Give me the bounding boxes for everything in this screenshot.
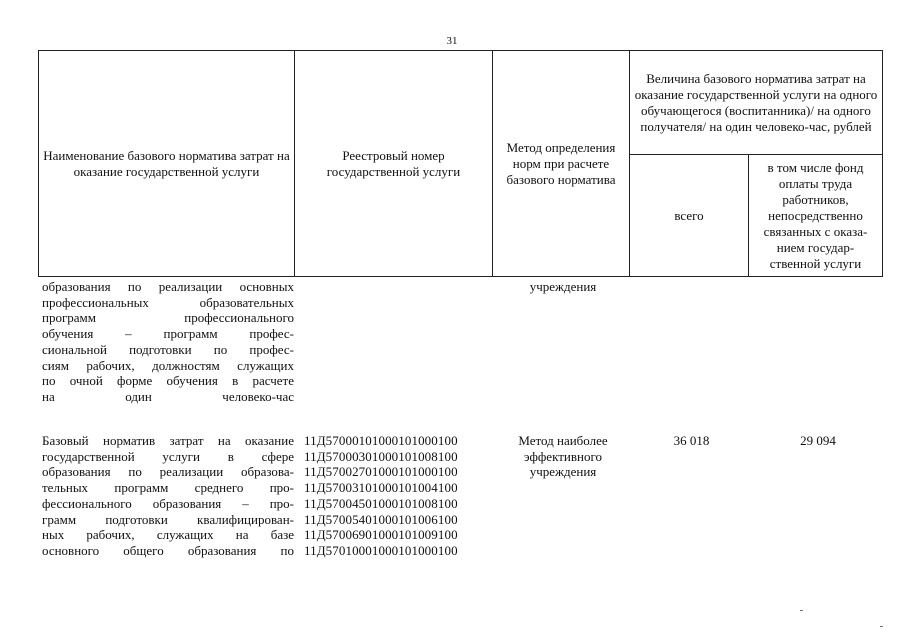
row2-name-line: ных рабочих, служащих на базе <box>42 527 294 543</box>
table-header <box>38 50 883 277</box>
registry-number: 11Д57000101000101000100 <box>304 433 458 448</box>
row2-name-line: основного общего образования по <box>42 542 294 558</box>
scan-speck <box>800 610 803 611</box>
page-number: 31 <box>446 35 458 47</box>
row2-name-line: образования по реализации образова- <box>42 464 294 480</box>
row2-name-line: тельных программ среднего про- <box>42 480 294 496</box>
header-registry-column: Реестровый номер государственной услуги <box>295 51 493 277</box>
header-payroll-column: в том числе фонд оплаты труда работников, непосредственно связанных с оказа-нием государ-ственной услуги <box>749 155 883 277</box>
registry-number: 11Д57000301000101008100 <box>304 448 458 464</box>
row2-name <box>42 433 294 559</box>
row2-name-line: фессионального образования – про- <box>42 495 294 511</box>
row1-name-line: сиям рабочих, должностям служащих <box>42 357 294 373</box>
row2-total: 36 018 <box>673 433 710 448</box>
registry-number: 11Д57002701000101000100 <box>304 464 458 480</box>
row1-name-line: профессиональных образовательных <box>42 294 294 310</box>
row1-name <box>42 279 294 405</box>
scan-speck <box>880 626 883 627</box>
header-total-column: всего <box>630 155 749 277</box>
row1-method: учреждения <box>529 279 597 294</box>
row2-name-line: государственной услуги в сфере <box>42 448 294 464</box>
registry-number: 11Д57006901000101009100 <box>304 527 458 543</box>
row1-name-line: по очной форме обучения в расчете <box>42 373 294 389</box>
registry-number: 11Д57005401000101006100 <box>304 511 458 527</box>
header-method-column: Метод определения норм при расчете базового норматива <box>493 51 630 277</box>
row2-name-line: Базовый норматив затрат на оказание <box>42 433 294 448</box>
row1-name-line: образования по реализации основных <box>42 279 294 294</box>
row1-name-line: на один человеко-час <box>42 388 294 404</box>
row1-name-line: программ профессионального <box>42 310 294 326</box>
row2-method <box>498 433 628 480</box>
row1-name-line: обучения – программ профес- <box>42 326 294 342</box>
registry-number: 11Д57004501000101008100 <box>304 495 458 511</box>
row2-payroll: 29 094 <box>800 433 836 448</box>
registry-number: 11Д57010001000101000100 <box>304 542 458 558</box>
row2-method-line: Метод наиболее <box>518 433 608 448</box>
row2-method-line: учреждения <box>529 464 597 480</box>
row1-name-line: сиональной подготовки по профес- <box>42 341 294 357</box>
row2-name-line: грамм подготовки квалифицирован- <box>42 511 294 527</box>
registry-number: 11Д57003101000101004100 <box>304 480 458 496</box>
row2-registry-numbers <box>304 433 494 559</box>
row2-method-line: эффективного <box>524 448 602 464</box>
header-value-group: Величина базового норматива затрат на оказание государственной услуги на одного обучающегося (воспитанника)/ на одного получателя/ на один человеко-час, рублей <box>630 51 883 155</box>
header-name-column: Наименование базового норматива затрат на оказание государственной услуги <box>39 51 295 277</box>
